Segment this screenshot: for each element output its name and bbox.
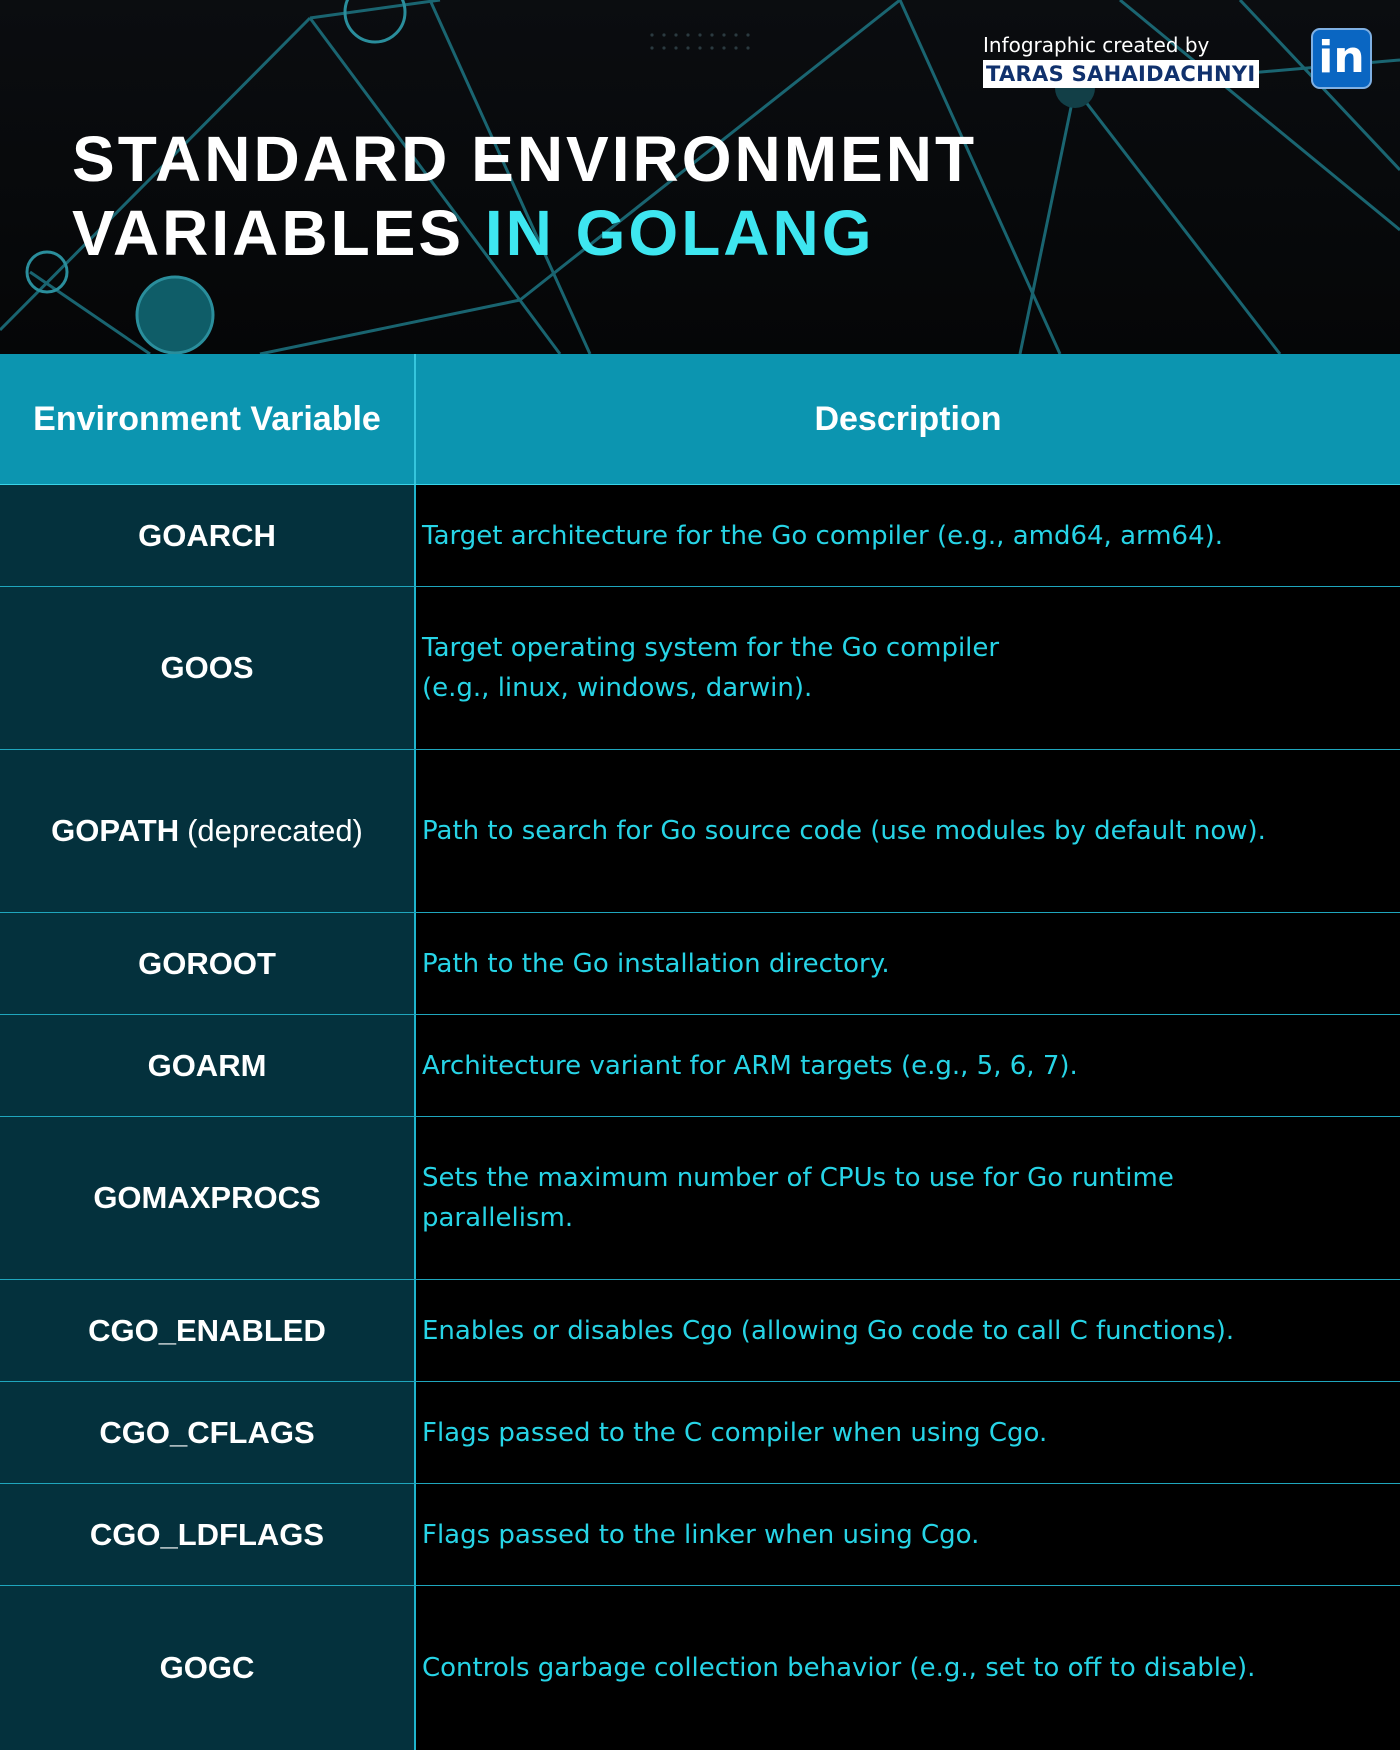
description-cell (416, 1015, 1400, 1116)
description-text: Controls garbage collection behavior (e.g., set to off to disable). (422, 1653, 1256, 1683)
description-cell (416, 587, 1400, 749)
variable-cell (0, 587, 416, 749)
variable-name: GOARM (147, 1047, 267, 1083)
credit-author-name: TARAS SAHAIDACHNYI (983, 60, 1259, 88)
credit-label: Infographic created by (983, 33, 1210, 57)
description-cell (416, 1280, 1400, 1381)
table-row (0, 485, 1400, 587)
variable-cell (0, 1382, 416, 1483)
variable-name: GOMAXPROCS (93, 1180, 321, 1215)
description-text: Target operating system for the Go compiler (422, 633, 1000, 663)
title-line-1: STANDARD ENVIRONMENT (72, 123, 978, 195)
description-text: Flags passed to the C compiler when using Cgo. (422, 1417, 1048, 1448)
title-accent: IN GOLANG (484, 197, 875, 269)
description-cell (416, 913, 1400, 1014)
variable-note: (deprecated) (187, 813, 363, 848)
variable-cell (0, 1586, 416, 1750)
page-title (72, 122, 977, 270)
description-cell (416, 1117, 1400, 1279)
variable-name: GOOS (160, 650, 254, 685)
description-cell (416, 1484, 1400, 1585)
table-row (0, 1484, 1400, 1586)
description-text: Path to the Go installation directory. (422, 948, 890, 979)
variable-cell (0, 1280, 416, 1381)
description-text: parallelism. (422, 1203, 574, 1233)
table-row (0, 1382, 1400, 1484)
variable-name: GOGC (159, 1650, 255, 1685)
author-credit (983, 33, 1259, 88)
variable-name: GOPATH (51, 813, 180, 848)
description-text: Target architecture for the Go compiler (e.g., amd64, arm64). (422, 520, 1224, 551)
column-header-variable: Environment Variable (0, 354, 416, 484)
table-row (0, 1280, 1400, 1382)
title-line-2: VARIABLES (72, 197, 465, 269)
description-text: Sets the maximum number of CPUs to use for Go runtime (422, 1163, 1174, 1193)
description-text: Architecture variant for ARM targets (e.g., 5, 6, 7). (422, 1050, 1078, 1081)
table-row (0, 750, 1400, 913)
description-cell (416, 485, 1400, 586)
description-cell (416, 750, 1400, 912)
description-text: (e.g., linux, windows, darwin). (422, 673, 813, 703)
description-cell (416, 1382, 1400, 1483)
table-row (0, 587, 1400, 750)
description-text: Enables or disables Cgo (allowing Go code to call C functions). (422, 1315, 1235, 1346)
variable-name: CGO_ENABLED (88, 1312, 326, 1348)
variable-cell (0, 1484, 416, 1585)
description-cell (416, 1586, 1400, 1750)
description-text: Path to search for Go source code (use modules by default now). (422, 816, 1266, 846)
column-header-description: Description (814, 399, 1002, 438)
variable-cell (0, 485, 416, 586)
table-row (0, 1117, 1400, 1280)
variable-name: CGO_LDFLAGS (89, 1516, 325, 1552)
variable-name: GOARCH (138, 517, 276, 553)
table-row (0, 1586, 1400, 1750)
variable-cell (0, 1015, 416, 1116)
linkedin-icon-text: in (1318, 32, 1365, 83)
variable-cell (0, 750, 416, 912)
variable-name: CGO_CFLAGS (99, 1414, 315, 1450)
table-header-row (0, 354, 1400, 485)
linkedin-icon[interactable] (1311, 28, 1372, 89)
description-text: Flags passed to the linker when using Cgo. (422, 1519, 980, 1550)
table-row (0, 1015, 1400, 1117)
variable-cell (0, 913, 416, 1014)
env-variables-table (0, 354, 1400, 1750)
variable-name: GOROOT (138, 945, 276, 981)
variable-cell (0, 1117, 416, 1279)
table-row (0, 913, 1400, 1015)
header-banner (0, 0, 1400, 354)
